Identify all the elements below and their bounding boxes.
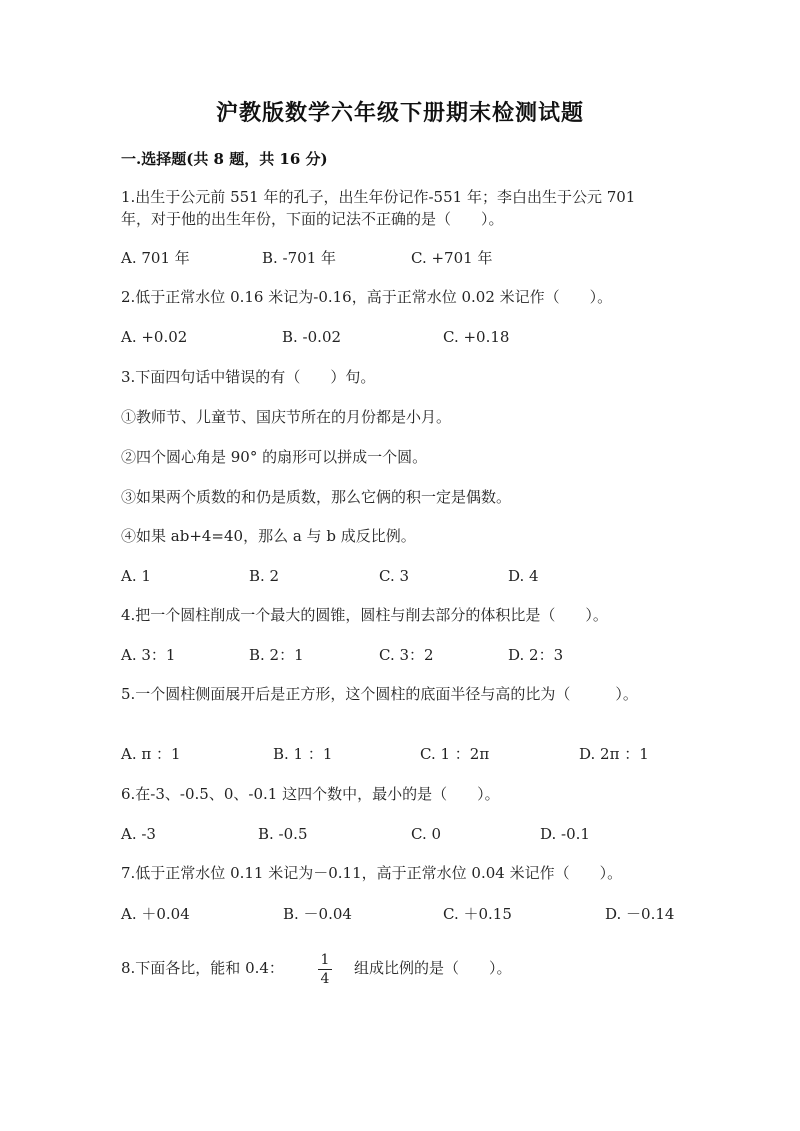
q1-option-b[interactable]: B. -701 年 — [262, 249, 337, 267]
question-8-text-after: 组成比例的是（ ）。 — [354, 959, 512, 977]
question-4-text: 4.把一个圆柱削成一个最大的圆锥，圆柱与削去部分的体积比是（ ）。 — [121, 606, 608, 624]
fraction-denominator: 4 — [320, 971, 330, 987]
q6-option-c[interactable]: C. 0 — [411, 825, 442, 843]
q6-option-a[interactable]: A. -3 — [121, 825, 156, 843]
q7-option-a[interactable]: A. ＋0.04 — [121, 905, 190, 923]
q6-option-b[interactable]: B. -0.5 — [258, 825, 308, 843]
question-1-text: 1.出生于公元前 551 年的孔子，出生年份记作-551 年；李白出生于公元 701 年，对于他的出生年份，下面的记法不正确的是（ ）。 — [121, 188, 636, 228]
question-8-text-before: 8.下面各比，能和 0.4： — [121, 959, 284, 977]
q7-option-c[interactable]: C. ＋0.15 — [443, 905, 512, 923]
q3-statement-1: ①教师节、儿童节、国庆节所在的月份都是小月。 — [121, 408, 452, 426]
q1-option-c[interactable]: C. +701 年 — [411, 249, 493, 267]
question-2-text: 2.低于正常水位 0.16 米记为-0.16，高于正常水位 0.02 米记作（ ）。 — [121, 288, 613, 306]
q7-option-b[interactable]: B. －0.04 — [283, 905, 352, 923]
q5-option-d[interactable]: D. 2π ：1 — [579, 745, 649, 763]
section-heading: 一.选择题(共 8 题，共 16 分) — [121, 150, 328, 168]
fraction-numerator: 1 — [320, 952, 330, 968]
q3-option-c[interactable]: C. 3 — [379, 567, 410, 585]
q2-option-c[interactable]: C. +0.18 — [443, 328, 510, 346]
question-6-text: 6.在-3、-0.5、0、-0.1 这四个数中，最小的是（ ）。 — [121, 785, 500, 803]
q3-statement-2: ②四个圆心角是 90° 的扇形可以拼成一个圆。 — [121, 448, 428, 466]
q4-option-d[interactable]: D. 2：3 — [508, 646, 564, 664]
q3-option-d[interactable]: D. 4 — [508, 567, 539, 585]
q5-option-b[interactable]: B. 1 ：1 — [273, 745, 333, 763]
q4-option-a[interactable]: A. 3：1 — [121, 646, 176, 664]
q7-option-d[interactable]: D. －0.14 — [605, 905, 675, 923]
page-title: 沪教版数学六年级下册期末检测试题 — [215, 100, 584, 126]
question-3-text: 3.下面四句话中错误的有（ ）句。 — [121, 368, 376, 386]
q6-option-d[interactable]: D. -0.1 — [540, 825, 590, 843]
q3-option-b[interactable]: B. 2 — [249, 567, 280, 585]
q3-statement-4: ④如果 ab+4=40，那么 a 与 b 成反比例。 — [121, 527, 416, 545]
fraction-one-quarter — [314, 952, 336, 987]
q3-option-a[interactable]: A. 1 — [121, 567, 151, 585]
q4-option-c[interactable]: C. 3：2 — [379, 646, 434, 664]
q2-option-a[interactable]: A. +0.02 — [121, 328, 188, 346]
q5-option-c[interactable]: C. 1 ：2π — [420, 745, 490, 763]
q1-option-a[interactable]: A. 701 年 — [121, 249, 190, 267]
question-7-text: 7.低于正常水位 0.11 米记为－0.11，高于正常水位 0.04 米记作（ ）。 — [121, 864, 623, 882]
q5-option-a[interactable]: A. π ：1 — [121, 745, 181, 763]
q2-option-b[interactable]: B. -0.02 — [282, 328, 342, 346]
q3-statement-3: ③如果两个质数的和仍是质数，那么它俩的积一定是偶数。 — [121, 488, 512, 506]
question-5-text: 5.一个圆柱侧面展开后是正方形，这个圆柱的底面半径与高的比为（ ）。 — [121, 685, 638, 703]
q4-option-b[interactable]: B. 2：1 — [249, 646, 304, 664]
fraction-bar — [318, 969, 332, 970]
